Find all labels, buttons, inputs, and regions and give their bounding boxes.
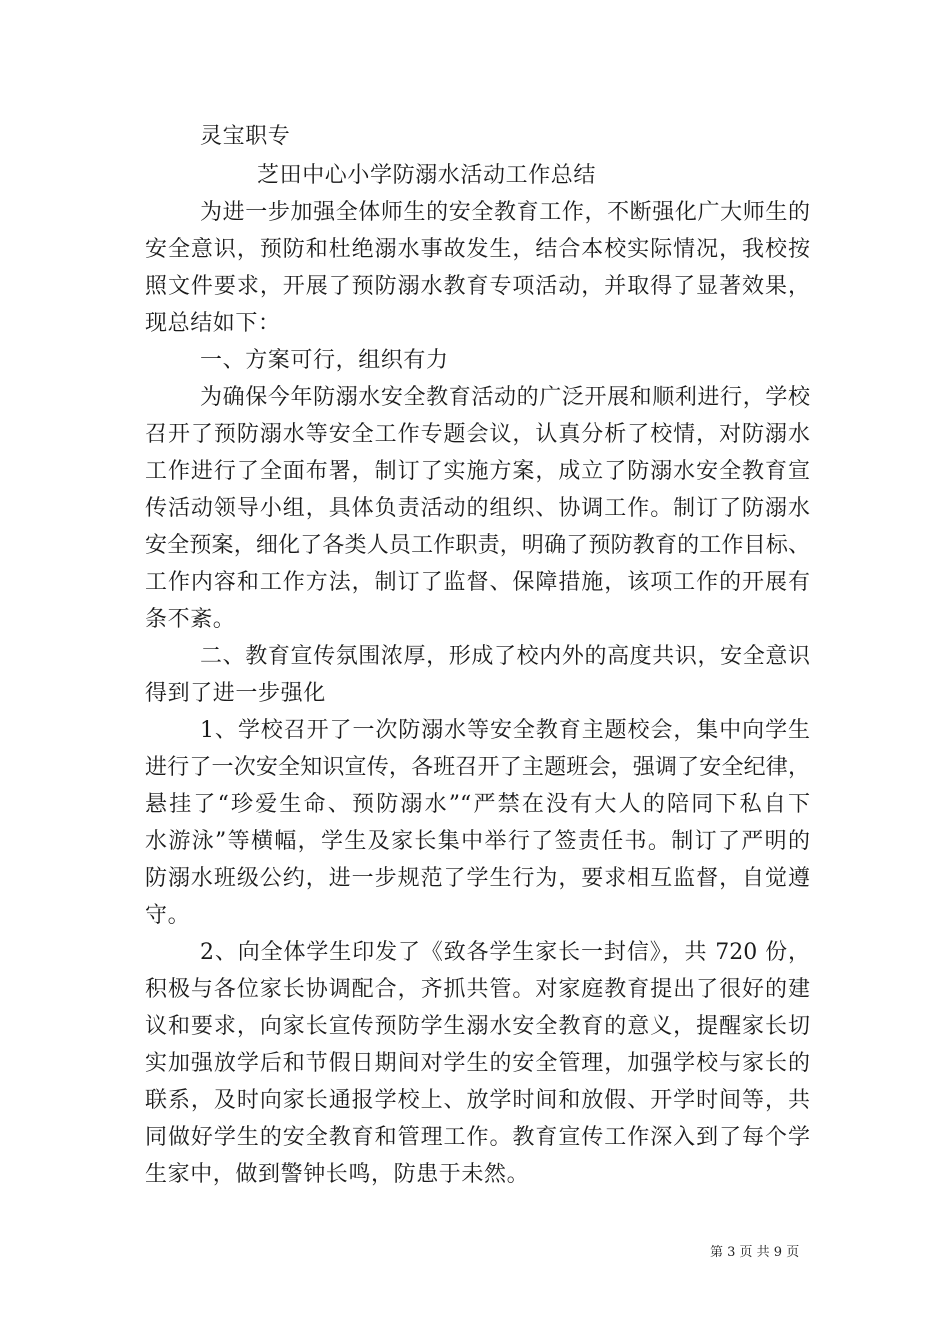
body-line: 安全预案，细化了各类人员工作职责，明确了预防教育的工作目标、 bbox=[145, 533, 810, 558]
body-line: 议和要求，向家长宣传预防学生溺水安全教育的意义，提醒家长切 bbox=[145, 1014, 810, 1039]
body-line: 生家中，做到警钟长鸣，防患于未然。 bbox=[145, 1162, 530, 1187]
body-line: 为确保今年防溺水安全教育活动的广泛开展和顺利进行，学校 bbox=[200, 385, 810, 410]
intro-line: 安全意识，预防和杜绝溺水事故发生，结合本校实际情况，我校按 bbox=[145, 237, 810, 262]
body-line: 同做好学生的安全教育和管理工作。教育宣传工作深入到了每个学 bbox=[145, 1125, 810, 1150]
header-line: 灵宝职专 bbox=[200, 124, 291, 149]
body-line: 水游泳”等横幅，学生及家长集中举行了签责任书。制订了严明的 bbox=[145, 829, 810, 854]
body-line: 条不紊。 bbox=[145, 607, 236, 632]
body-line: 工作内容和工作方法，制订了监督、保障措施，该项工作的开展有 bbox=[145, 570, 810, 595]
body-line: 1、学校召开了一次防溺水等安全教育主题校会，集中向学生 bbox=[200, 718, 810, 743]
intro-line: 为进一步加强全体师生的安全教育工作，不断强化广大师生的 bbox=[200, 200, 810, 225]
intro-line: 照文件要求，开展了预防溺水教育专项活动，并取得了显著效果， bbox=[145, 274, 810, 299]
section-heading: 二、教育宣传氛围浓厚，形成了校内外的高度共识，安全意识 bbox=[200, 644, 810, 669]
page-number: 第 3 页 共 9 页 bbox=[710, 1245, 800, 1260]
page-title: 芝田中心小学防溺水活动工作总结 bbox=[257, 163, 597, 188]
body-line: 守。 bbox=[145, 903, 191, 928]
body-line: 召开了预防溺水等安全工作专题会议，认真分析了校情，对防溺水 bbox=[145, 422, 810, 447]
body-line: 实加强放学后和节假日期间对学生的安全管理，加强学校与家长的 bbox=[145, 1051, 810, 1076]
body-line: 防溺水班级公约，进一步规范了学生行为，要求相互监督，自觉遵 bbox=[145, 866, 810, 891]
body-line: 联系，及时向家长通报学校上、放学时间和放假、开学时间等，共 bbox=[145, 1088, 810, 1113]
body-line: 工作进行了全面布署，制订了实施方案，成立了防溺水安全教育宣 bbox=[145, 459, 810, 484]
body-line: 进行了一次安全知识宣传，各班召开了主题班会，强调了安全纪律， bbox=[145, 755, 810, 780]
section-heading: 一、方案可行，组织有力 bbox=[200, 348, 449, 373]
body-line: 2、向全体学生印发了《致各学生家长一封信》，共 720 份， bbox=[200, 940, 810, 965]
body-line: 传活动领导小组，具体负责活动的组织、协调工作。制订了防溺水 bbox=[145, 496, 810, 521]
body-line: 悬挂了“珍爱生命、预防溺水”“严禁在没有大人的陪同下私自下 bbox=[145, 792, 810, 817]
body-line: 积极与各位家长协调配合，齐抓共管。对家庭教育提出了很好的建 bbox=[145, 977, 810, 1002]
section-heading: 得到了进一步强化 bbox=[145, 681, 326, 706]
intro-line: 现总结如下： bbox=[145, 311, 281, 336]
